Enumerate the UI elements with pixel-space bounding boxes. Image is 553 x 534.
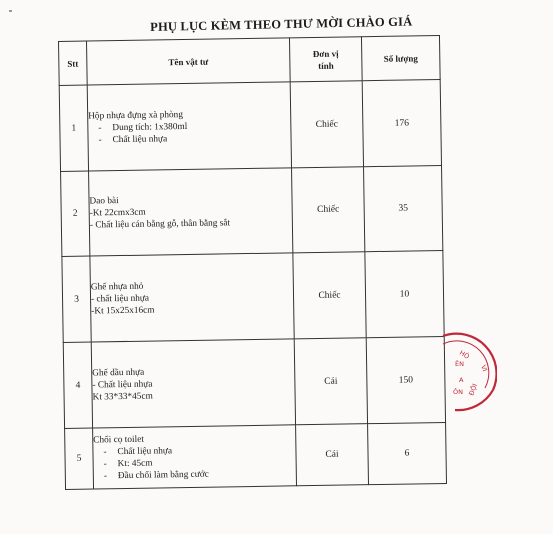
official-seal-stamp bbox=[441, 330, 497, 414]
row-item-description bbox=[89, 168, 293, 256]
stamp-fragment: HÒ bbox=[458, 348, 471, 361]
stamp-fragment: ÔN bbox=[453, 388, 463, 396]
table-row bbox=[61, 165, 443, 256]
item-detail: -Kt 22cmx3cm bbox=[89, 207, 146, 219]
item-detail: - Dung tích: 1x380ml bbox=[88, 119, 290, 134]
document-title: PHỤ LỤC KÈM THEO THƯ MỜI CHÀO GIÁ bbox=[150, 14, 413, 34]
row-qty: 35 bbox=[364, 165, 443, 251]
table-row bbox=[59, 80, 441, 172]
stamp-fragment: ĐỘI bbox=[467, 382, 480, 397]
item-detail: Kt 33*33*45cm bbox=[92, 391, 153, 402]
row-unit: Cái bbox=[296, 424, 369, 486]
row-qty: 10 bbox=[365, 250, 444, 337]
item-name: Dao bài bbox=[89, 196, 119, 207]
scan-speck bbox=[9, 10, 12, 12]
row-unit: Chiếc bbox=[290, 81, 363, 168]
item-name: Hộp nhựa đựng xà phòng bbox=[88, 109, 184, 122]
row-item-description bbox=[87, 82, 291, 171]
item-detail: - Chất liệu nhựa bbox=[88, 131, 290, 146]
row-qty: 150 bbox=[366, 336, 445, 423]
item-detail: - Chất liệu nhựa bbox=[93, 443, 295, 458]
item-detail: - Chất liệu cán bằng gỗ, thân bằng sắt bbox=[89, 218, 231, 231]
row-stt: 3 bbox=[62, 256, 91, 342]
item-detail: - Kt: 45cm bbox=[94, 455, 296, 470]
item-detail: - Chất liệu nhựa bbox=[92, 379, 153, 391]
header-name: Tên vật tư bbox=[87, 38, 291, 85]
header-unit-line1: Đơn vị bbox=[312, 48, 339, 59]
row-stt: 1 bbox=[59, 85, 88, 171]
row-item-description bbox=[90, 253, 294, 342]
table-row bbox=[65, 422, 447, 489]
header-qty: Số lượng bbox=[361, 36, 440, 81]
row-unit: Chiếc bbox=[292, 167, 365, 253]
row-qty: 6 bbox=[368, 422, 447, 484]
row-stt: 2 bbox=[61, 171, 90, 256]
row-stt: 4 bbox=[63, 342, 92, 428]
row-item-description bbox=[91, 339, 295, 428]
header-unit-line2: tính bbox=[318, 60, 334, 71]
row-unit: Cái bbox=[294, 338, 367, 425]
stamp-fragment: VI bbox=[479, 363, 489, 373]
stamp-fragment: ÊN bbox=[455, 360, 464, 368]
row-stt: 5 bbox=[65, 428, 94, 489]
row-qty: 176 bbox=[362, 80, 441, 167]
header-stt: Stt bbox=[59, 41, 88, 85]
item-name: Ghế dầu nhựa bbox=[92, 367, 145, 379]
items-table bbox=[58, 35, 447, 490]
row-unit: Chiếc bbox=[293, 252, 366, 339]
table-row bbox=[62, 250, 444, 342]
table-header-row bbox=[59, 36, 441, 86]
item-detail: - chất liệu nhựa bbox=[90, 293, 150, 305]
item-name: Ghế nhựa nhỏ bbox=[90, 281, 144, 293]
item-detail: - Đầu chổi làm bằng cước bbox=[94, 467, 296, 482]
table-row bbox=[63, 336, 445, 428]
stamp-fragment: A bbox=[459, 376, 464, 384]
row-item-description bbox=[93, 425, 297, 489]
header-unit bbox=[289, 37, 362, 82]
item-detail: -Kt 15x25x16cm bbox=[91, 305, 155, 317]
item-name: Chổi cọ toilet bbox=[93, 434, 144, 446]
appendix-sheet bbox=[58, 35, 446, 489]
